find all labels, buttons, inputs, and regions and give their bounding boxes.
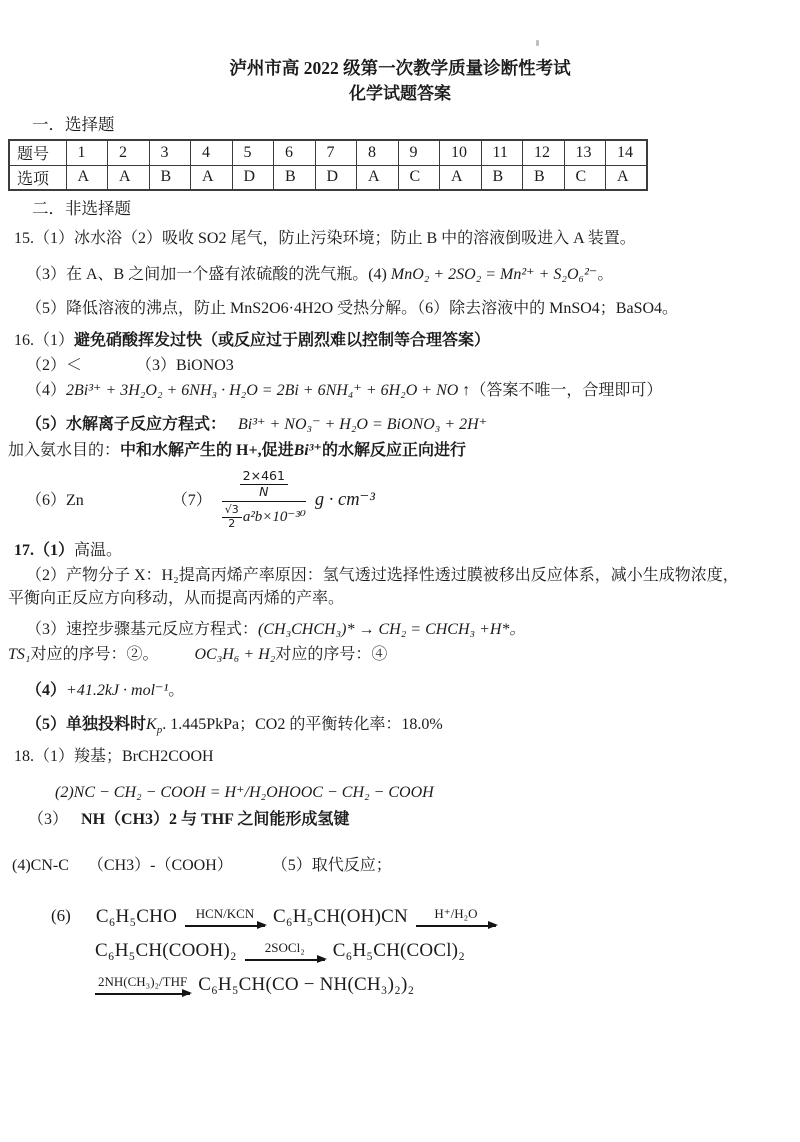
q17-line5-label: （5）单独投料时 bbox=[26, 716, 147, 733]
kp-subscript: p bbox=[156, 724, 163, 737]
q17-line3-label: （3）速控步骤基元反应方程式： bbox=[26, 621, 259, 638]
arrow-condition-h-h2o: H⁺/H₂O bbox=[434, 906, 478, 922]
kp-base: K bbox=[146, 716, 157, 733]
answer-option-cell: D bbox=[315, 165, 357, 190]
q18-label-6: (6) bbox=[51, 906, 71, 926]
question-number-cell: 12 bbox=[523, 140, 565, 165]
q16-answer-zn: （6）Zn bbox=[26, 491, 84, 509]
mini-fraction-top: 2×461 bbox=[240, 469, 288, 484]
q17-ts1: TS₁ bbox=[8, 646, 31, 663]
answer-option-cell: B bbox=[523, 165, 565, 190]
reaction-arrow-socl2 bbox=[245, 941, 325, 960]
q16-line1-bold-answer: 避免硝酸挥发过快（或反应过于剧烈难以控制等合理答案） bbox=[74, 332, 491, 349]
arrow-condition-2socl2: 2SOCl₂ bbox=[264, 940, 305, 956]
q15-line2-text: （3）在 A、B 之间加一个盛有浓硫酸的洗气瓶。(4) bbox=[26, 266, 391, 283]
arrow-line bbox=[95, 993, 190, 995]
density-unit: g · cm⁻³ bbox=[314, 489, 375, 510]
q17-c3h6-text: 对应的序号：④ bbox=[275, 646, 388, 663]
arrow-condition-hcn-kcn: HCN/KCN bbox=[195, 906, 255, 922]
answer-option-cell: A bbox=[66, 165, 108, 190]
question-number-cell: 9 bbox=[398, 140, 440, 165]
row-header-question-number: 题号 bbox=[9, 140, 66, 165]
q16-ammonia-purpose-line bbox=[8, 440, 800, 461]
q17-enthalpy-value: +41.2kJ · mol⁻¹ bbox=[66, 682, 169, 699]
q15-answer-line1: 15.（1）冰水浴（2）吸收 SO2 尾气，防止污染环境；防止 B 中的溶液倒吸进入 A 装置。 bbox=[14, 230, 636, 247]
question-number-cell: 3 bbox=[149, 140, 191, 165]
answer-table bbox=[8, 139, 648, 191]
scheme-row-3 bbox=[95, 974, 800, 996]
page-title: 泸州市高 2022 级第一次教学质量诊断性考试 bbox=[229, 58, 571, 78]
question-number-cell: 11 bbox=[481, 140, 523, 165]
fraction-numerator bbox=[240, 469, 288, 501]
q18-reaction-scheme bbox=[51, 906, 800, 996]
fraction-denominator bbox=[222, 502, 306, 530]
scheme-row-1 bbox=[51, 906, 800, 928]
arrow-condition-amine-thf: 2NH(CH₃)₂/THF bbox=[98, 974, 188, 990]
q16-answer-line2 bbox=[26, 355, 800, 376]
answer-option-cell: B bbox=[149, 165, 191, 190]
q17-line5-values: . 1.445PkPa；CO2 的平衡转化率：18.0% bbox=[162, 716, 443, 733]
q17-ts-line bbox=[8, 644, 800, 665]
reaction-arrow-hcn bbox=[185, 907, 265, 926]
q18-answer-line3 bbox=[28, 809, 800, 830]
q16-line1-number: 16.（1） bbox=[14, 332, 75, 349]
question-number-cell: 1 bbox=[66, 140, 108, 165]
q18-line3-bold-answer: NH（CH3）2 与 THF 之间能形成氢键 bbox=[81, 811, 350, 829]
q16-answer-line4 bbox=[26, 380, 800, 401]
answer-option-cell: C bbox=[398, 165, 440, 190]
answer-option-cell: A bbox=[191, 165, 233, 190]
numerator-mini-fraction bbox=[240, 469, 288, 499]
q17-answer-line2: （2）产物分子 X：H₂提高丙烯产率原因：氢气透过选择性透过膜被移出反应体系，减小生成物浓度， bbox=[26, 567, 739, 584]
question-number-cell: 4 bbox=[191, 140, 233, 165]
q16-label-7: （7） bbox=[171, 491, 212, 509]
q15-answer-line2 bbox=[26, 264, 800, 285]
q18-answer-line2-equation: (2)NC − CH₂ − COOH = H⁺/H₂OHOOC − CH₂ − COOH bbox=[55, 784, 434, 802]
row-header-option: 选项 bbox=[9, 165, 66, 190]
arrow-line bbox=[245, 959, 325, 961]
q17-line1-text: 高温。 bbox=[74, 542, 123, 559]
sqrt3: √3 bbox=[222, 504, 242, 518]
q15-equation-mno2: MnO₂ + 2SO₂ = Mn²⁺ + S₂O₆²⁻ bbox=[390, 266, 598, 283]
page-subtitle: 化学试题答案 bbox=[349, 84, 451, 103]
denominator-mini-fraction bbox=[222, 504, 242, 530]
answer-option-cell: A bbox=[357, 165, 399, 190]
q16-answer-line5 bbox=[26, 414, 800, 435]
question-number-cell: 5 bbox=[232, 140, 274, 165]
q16-answer-line6 bbox=[26, 468, 800, 530]
question-number-cell: 7 bbox=[315, 140, 357, 165]
q16-answer-2: （2）＜ bbox=[26, 357, 83, 374]
q18-answer-4a: (4)CN-C bbox=[12, 857, 69, 875]
q16-equation-bismuth: 2Bi³⁺ + 3H₂O₂ + 6NH₃ · H₂O = 2Bi + 6NH₄⁺ + 6H₂O + NO ↑ bbox=[66, 382, 471, 399]
q17-elementary-reaction: (CH₃CHCH₃)* → CH₂ = CHCH₃ +H*。 bbox=[258, 621, 526, 638]
q15-answer-line3: （5）降低溶液的沸点，防止 MnS2O6·4H2O 受热分解。（6）除去溶液中的 MnSO4；BaSO4。 bbox=[26, 300, 679, 317]
q17-answer-line5 bbox=[26, 714, 800, 741]
reaction-arrow-amine bbox=[95, 975, 190, 994]
q17-c3h6-h2: OC₃H₆ + H₂ bbox=[194, 646, 276, 663]
table-row-answer-options bbox=[9, 165, 647, 190]
q17-answer-line1 bbox=[14, 540, 800, 561]
q17-line1-number: 17.（1） bbox=[14, 542, 75, 559]
q18-answer-line4 bbox=[12, 855, 800, 876]
question-number-cell: 14 bbox=[606, 140, 648, 165]
q16-density-fraction bbox=[222, 469, 306, 530]
answer-option-cell: C bbox=[564, 165, 606, 190]
table-row-question-numbers bbox=[9, 140, 647, 165]
answer-option-cell: B bbox=[274, 165, 316, 190]
q16-bi-ion: Bi³⁺ bbox=[293, 442, 322, 459]
answer-option-cell: B bbox=[481, 165, 523, 190]
arrow-line bbox=[185, 925, 265, 927]
q18-answer-line1: 18.（1）羧基；BrCH2COOH bbox=[14, 748, 214, 766]
mini-fraction-bottom: N bbox=[259, 483, 269, 499]
q16-hydrolysis-equation: Bi³⁺ + NO₃⁻ + H₂O = BiONO₃ + 2H⁺ bbox=[238, 416, 488, 433]
question-number-cell: 10 bbox=[440, 140, 482, 165]
q16-ammonia-label: 加入氨水目的： bbox=[8, 442, 121, 459]
q15-line2-period: 。 bbox=[597, 266, 614, 283]
question-number-cell: 2 bbox=[108, 140, 150, 165]
section-heading-multiple-choice: 一．选择题 bbox=[32, 115, 115, 134]
reaction-arrow-hydrolysis bbox=[416, 907, 496, 926]
question-number-cell: 8 bbox=[357, 140, 399, 165]
question-number-cell: 6 bbox=[274, 140, 316, 165]
q16-ammonia-bold1: 中和水解产生的 H+,促进 bbox=[120, 442, 294, 459]
chem-diamide-product: C₆H₅CH(CO − NH(CH₃)₂)₂ bbox=[198, 974, 415, 996]
chem-diacid: C₆H₅CH(COOH)₂ bbox=[95, 940, 237, 962]
q16-line4-number: （4） bbox=[26, 382, 67, 399]
denominator-rest: a²b×10⁻³⁰ bbox=[242, 508, 306, 525]
section-heading-non-choice: 二．非选择题 bbox=[32, 199, 131, 218]
q17-kp-symbol bbox=[146, 716, 163, 737]
q17-answer-line3 bbox=[26, 619, 800, 640]
answer-option-cell: A bbox=[108, 165, 150, 190]
q16-ammonia-bold2: 的水解反应正向进行 bbox=[321, 442, 466, 459]
q18-answer-4b: （CH3）-（COOH） bbox=[87, 857, 233, 875]
q18-answer-5: （5）取代反应； bbox=[279, 857, 392, 875]
chem-benzaldehyde: C₆H₅CHO bbox=[95, 906, 177, 928]
arrow-line bbox=[416, 925, 496, 927]
scheme-row-2 bbox=[95, 940, 800, 962]
chem-diacyl-chloride: C₆H₅CH(COCl)₂ bbox=[332, 940, 466, 962]
chem-cyanohydrin: C₆H₅CH(OH)CN bbox=[273, 906, 408, 928]
question-number-cell: 13 bbox=[564, 140, 606, 165]
q17-answer-line4 bbox=[26, 680, 800, 701]
q16-answer-line1 bbox=[14, 330, 800, 351]
q17-ts1-text: 对应的序号：②。 bbox=[30, 646, 159, 663]
q16-line4-note: （答案不唯一，合理即可） bbox=[470, 382, 663, 399]
q17-answer-line2-cont: 平衡向正反应方向移动，从而提高丙烯的产率。 bbox=[8, 590, 345, 607]
answer-option-cell: A bbox=[440, 165, 482, 190]
q16-answer-3: （3）BiONO3 bbox=[136, 357, 234, 374]
q18-line3-number: （3） bbox=[28, 811, 69, 829]
scan-artifact-dot bbox=[536, 40, 539, 46]
mini-fraction-bottom-2: 2 bbox=[228, 516, 236, 530]
q17-line4-period: 。 bbox=[168, 682, 185, 699]
answer-option-cell: A bbox=[606, 165, 648, 190]
q17-line4-number: （4） bbox=[26, 682, 67, 699]
answer-option-cell: D bbox=[232, 165, 274, 190]
q16-line5-label: （5）水解离子反应方程式： bbox=[26, 416, 227, 433]
